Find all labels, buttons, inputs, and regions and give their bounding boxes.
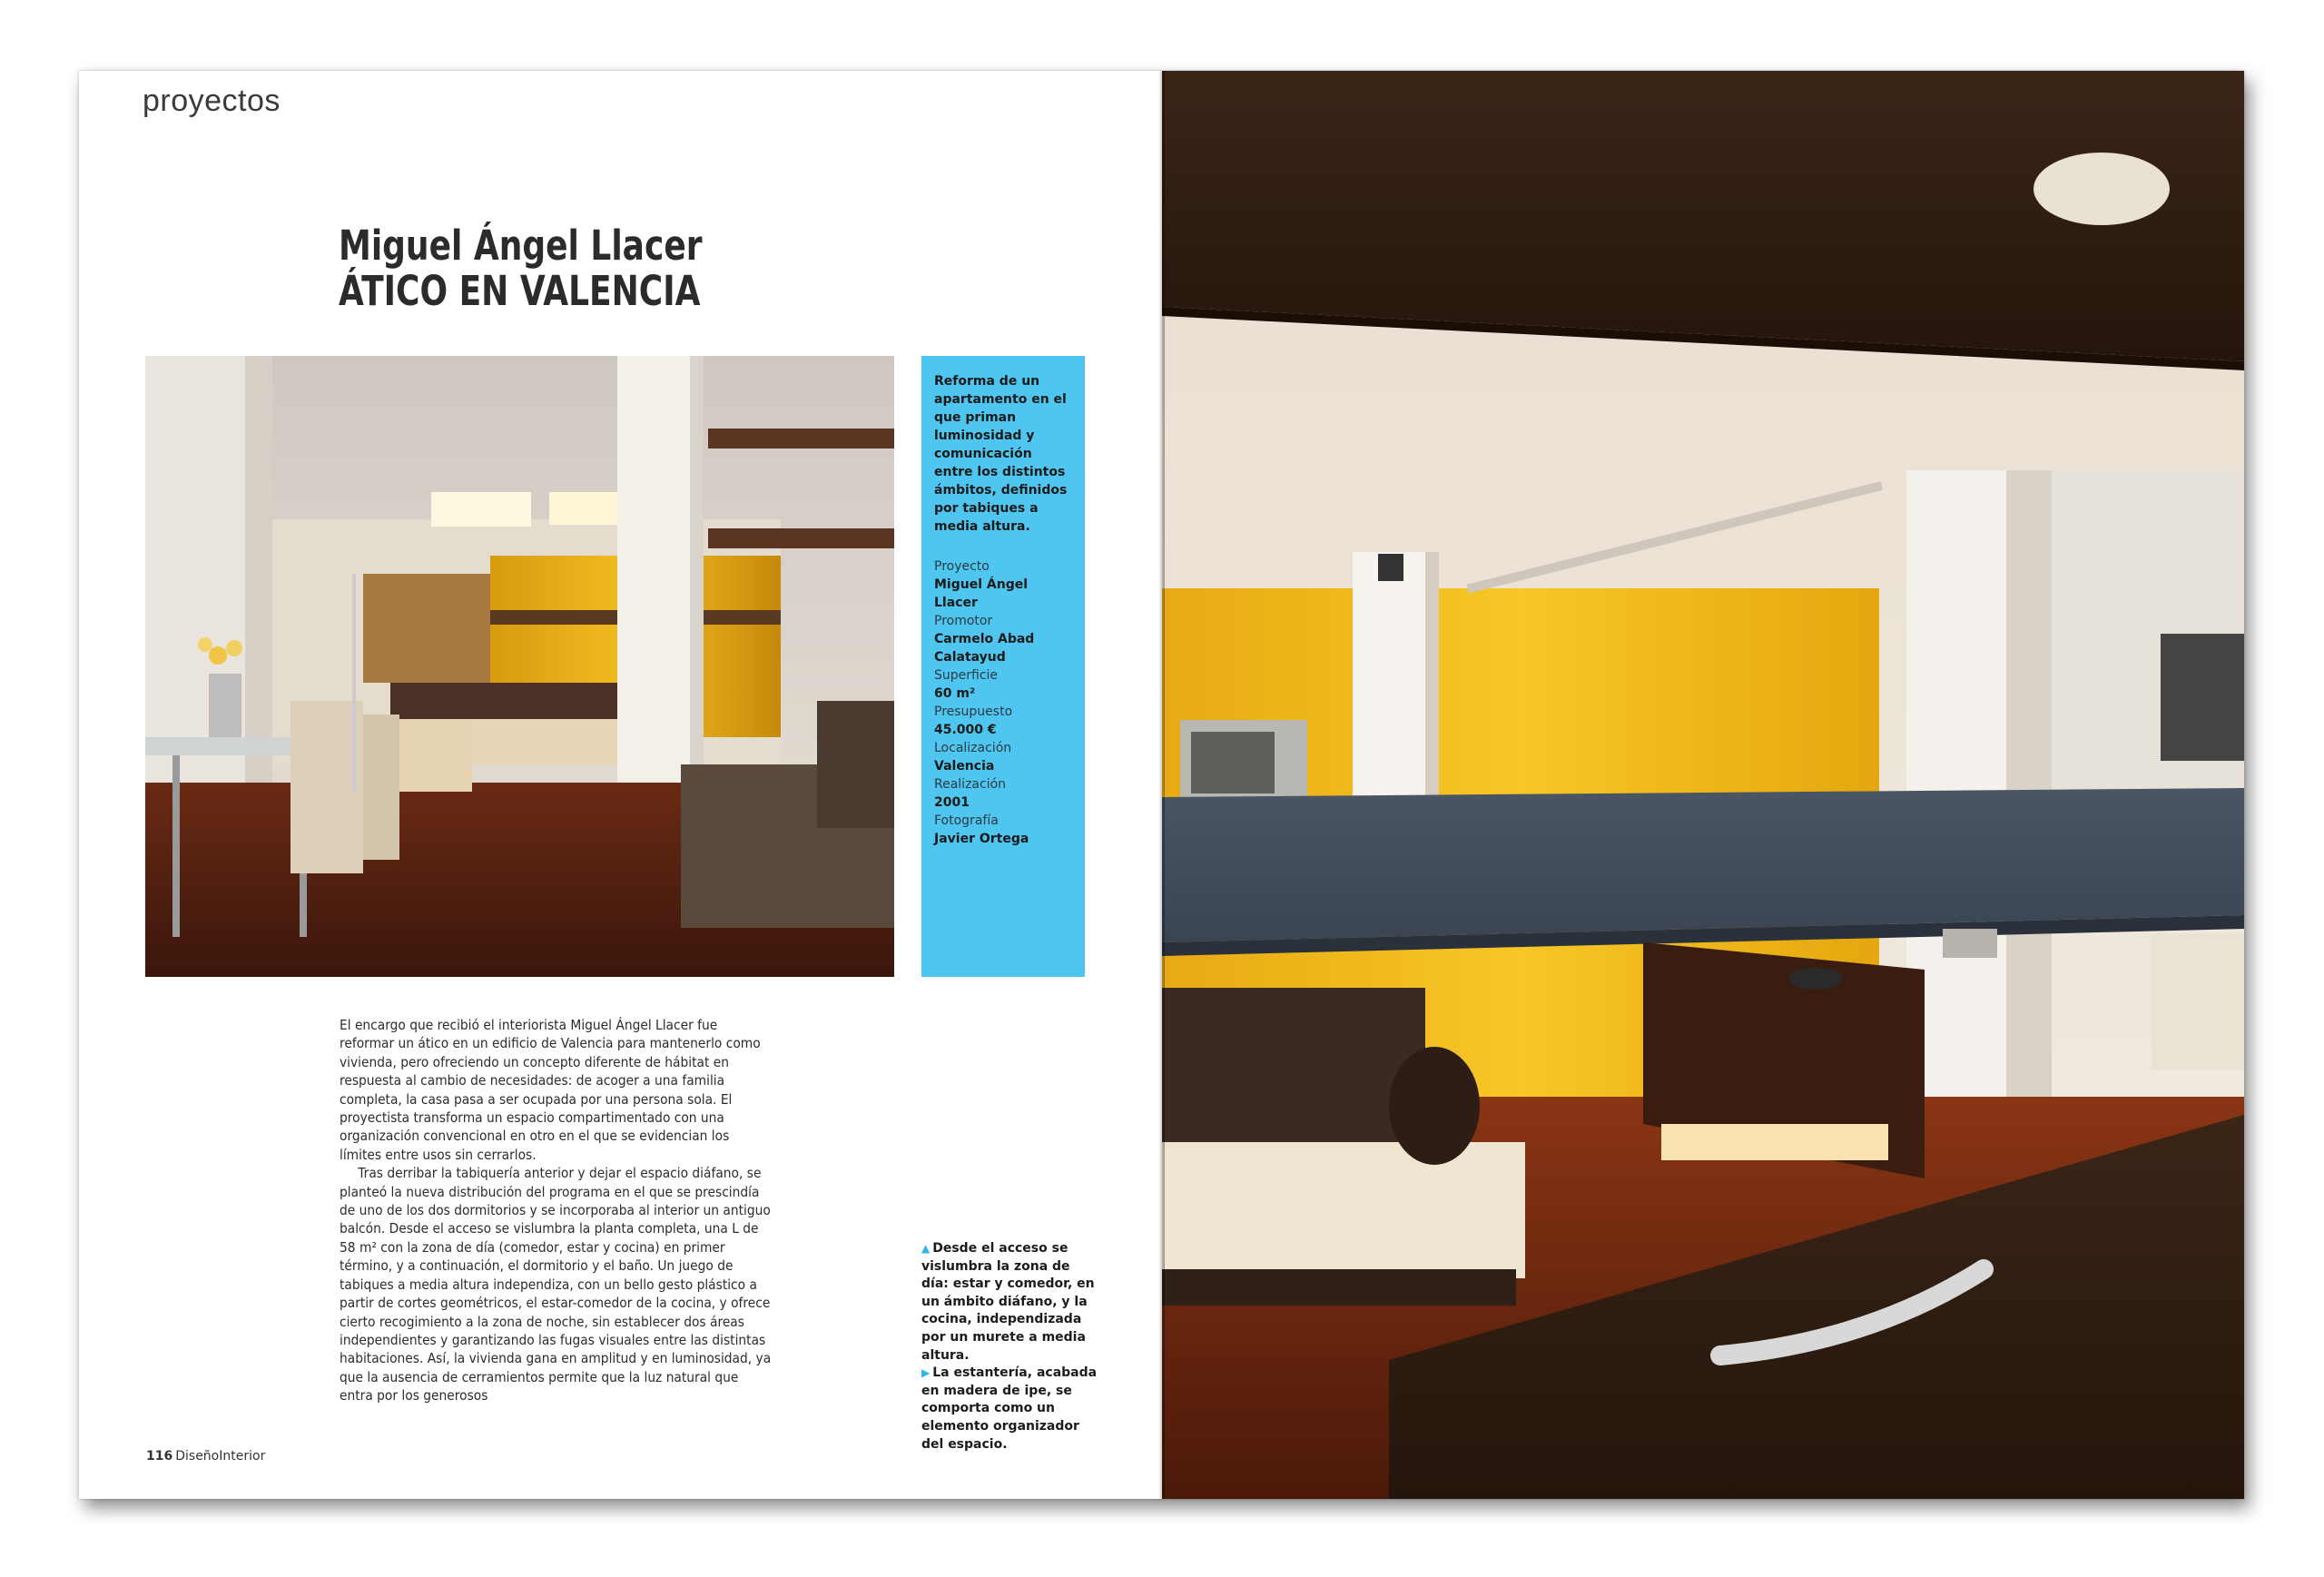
triangle-up-icon: ▲: [921, 1242, 931, 1255]
caption-text: Desde el acceso se vislumbra la zona de día: estar y comedor, en un ámbito diáfano, y la cocina, independizada por un murete a media altura.: [921, 1241, 1095, 1363]
photo-living-dining: [145, 356, 894, 977]
photo-shelving-kitchen: [1162, 71, 2244, 1499]
title-project: ÁTICO EN VALENCIA: [339, 267, 701, 315]
body-paragraph: Tras derribar la tabiquería anterior y dejar el espacio diáfano, se planteó la nueva distribución del programa en el que se prescindía de uno de los dos dormitorios y se incorporaba al interior un antiguo balcón. Desde el acceso se vislumbra la planta completa, una L de 58 m² con la zona de día (comedor, estar y cocina) en primer término, y a continuación, el dormitorio y el baño. Un juego de tabiques a media altura independiza, con un bello gesto plástico a partir de cortes geométricos, el estar-comedor de la cocina, y ofrece cierto recogimiento a la zona de noche, sin establecer dos áreas independientes y garantizando las fugas visuales entre las distintas habitaciones. Así, la vivienda gana en amplitud y en luminosidad, ya que la ausencia de cerramientos permite que la luz natural que entra por los generosos: [340, 1165, 772, 1405]
photo-caption: [921, 1240, 1099, 1454]
magazine-spread: [79, 71, 2244, 1499]
shelving-kitchen-illustration: [1162, 71, 2244, 1499]
credit-label: Fotografía: [934, 813, 999, 828]
credit-label: Superficie: [934, 668, 999, 683]
page-folio: [146, 1449, 265, 1464]
project-infobox: [921, 356, 1085, 977]
credit-value: Miguel Ángel Llacer: [934, 577, 1029, 610]
magazine-name: DiseñoInterior: [175, 1449, 266, 1464]
article-title: [339, 223, 793, 314]
living-dining-illustration: [145, 356, 894, 977]
credit-value: 2001: [934, 795, 970, 810]
title-author: Miguel Ángel Llacer: [339, 222, 703, 270]
page-number: 116: [146, 1449, 173, 1464]
article-body: [340, 1016, 772, 1405]
credit-label: Localización: [934, 741, 1012, 755]
credit-item: [934, 557, 1072, 612]
page-gutter: [1159, 71, 1165, 1499]
infobox-intro: Reforma de un apartamento en el que priman luminosidad y comunicación entre los distintos ámbitos, definidos por tabiques a media altura.: [934, 374, 1068, 534]
credit-value: 45.000 €: [934, 723, 997, 737]
credit-item: [934, 612, 1072, 666]
credit-item: [934, 703, 1072, 739]
body-paragraph: El encargo que recibió el interiorista Miguel Ángel Llacer fue reformar un ático en un edificio de Valencia para mantenerlo como vivienda, pero ofreciendo un concepto diferente de hábitat en respuesta al cambio de necesidades: de acoger a una familia completa, la casa pasa a ser ocupada por una persona sola. El proyectista transforma un espacio compartimentado con una organización convencional en otro en el que se evidencian los límites entre usos sin cerrarlos.: [340, 1017, 761, 1163]
credit-item: [934, 666, 1072, 703]
caption-text: La estantería, acabada en madera de ipe, se comporta como un elemento organizador del espacio.: [921, 1365, 1098, 1452]
credit-label: Realización: [934, 777, 1007, 792]
section-label: proyectos: [143, 84, 281, 118]
left-page: [79, 71, 1162, 1499]
triangle-right-icon: ▶: [921, 1366, 931, 1380]
credit-label: Proyecto: [934, 559, 990, 574]
credit-item: [934, 739, 1072, 775]
credit-value: 60 m²: [934, 686, 976, 701]
credit-item: [934, 812, 1072, 848]
credit-value: Carmelo Abad Calatayud: [934, 632, 1035, 665]
credit-label: Presupuesto: [934, 705, 1013, 719]
credit-value: Javier Ortega: [934, 832, 1029, 846]
credit-value: Valencia: [934, 759, 995, 774]
credit-item: [934, 775, 1072, 812]
credit-label: Promotor: [934, 614, 993, 628]
